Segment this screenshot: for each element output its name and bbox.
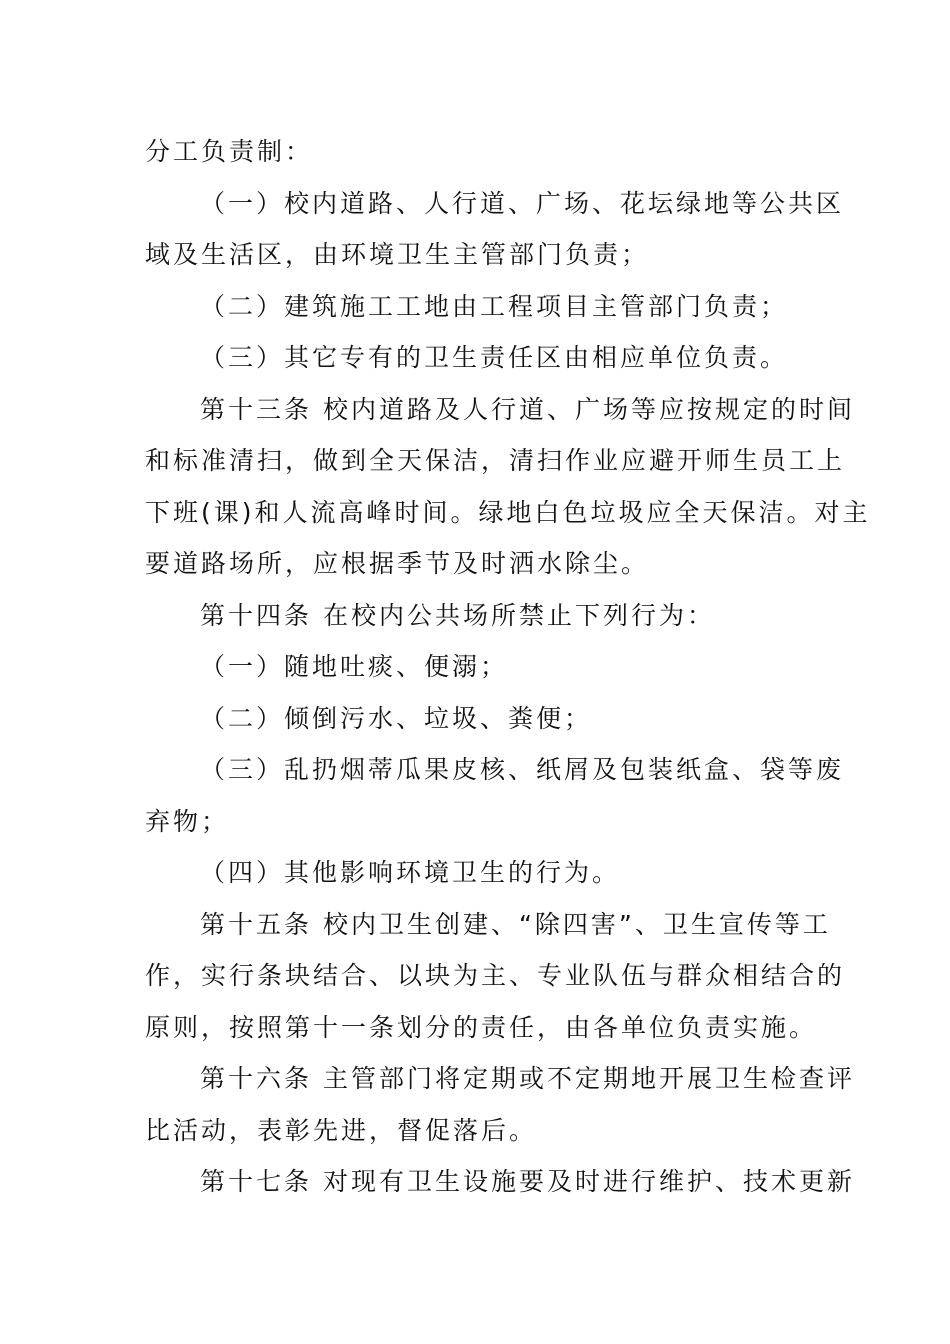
text-line: 域及生活区，由环境卫生主管部门负责；	[145, 240, 650, 269]
text-line: 要道路场所，应根据季节及时洒水除尘。	[145, 549, 650, 578]
article-heading-line: 第十四条 在校内公共场所禁止下列行为：	[200, 600, 715, 630]
article-heading-line: 第十三条 校内道路及人行道、广场等应按规定的时间	[200, 394, 855, 424]
text-line: 和标准清扫，做到全天保洁，清扫作业应避开师生员工上	[145, 446, 846, 475]
text-line: （四）其他影响环境卫生的行为。	[200, 858, 621, 887]
text-line: （三）乱扔烟蒂瓜果皮核、纸屑及包装纸盒、袋等废	[200, 755, 845, 784]
text-line: （二）建筑施工工地由工程项目主管部门负责；	[200, 291, 789, 321]
text-line: 比活动，表彰先进，督促落后。	[145, 1115, 538, 1145]
text-line: （三）其它专有的卫生责任区由相应单位负责。	[200, 343, 789, 372]
article-heading-line: 第十六条 主管部门将定期或不定期地开展卫生检查评	[200, 1064, 855, 1093]
document-body	[145, 132, 871, 1214]
article-heading-line: 第十七条 对现有卫生设施要及时进行维护、技术更新	[200, 1167, 855, 1196]
text-line: 弃物；	[145, 806, 230, 836]
text-line: 下班(课)和人流高峰时间。绿地白色垃圾应全天保洁。对主	[145, 497, 871, 527]
article-heading-line: 第十五条 校内卫生创建、“除四害”、卫生宣传等工	[200, 909, 831, 939]
text-line: （二）倾倒污水、垃圾、粪便；	[200, 703, 593, 733]
text-line: 分工负责制：	[145, 137, 314, 166]
text-line: （一）校内道路、人行道、广场、花坛绿地等公共区	[200, 188, 845, 218]
text-line: （一）随地吐痰、便溺；	[200, 652, 509, 681]
text-line: 作，实行条块结合、以块为主、专业队伍与群众相结合的	[145, 961, 846, 990]
text-line: 原则，按照第十一条划分的责任，由各单位负责实施。	[145, 1012, 818, 1042]
